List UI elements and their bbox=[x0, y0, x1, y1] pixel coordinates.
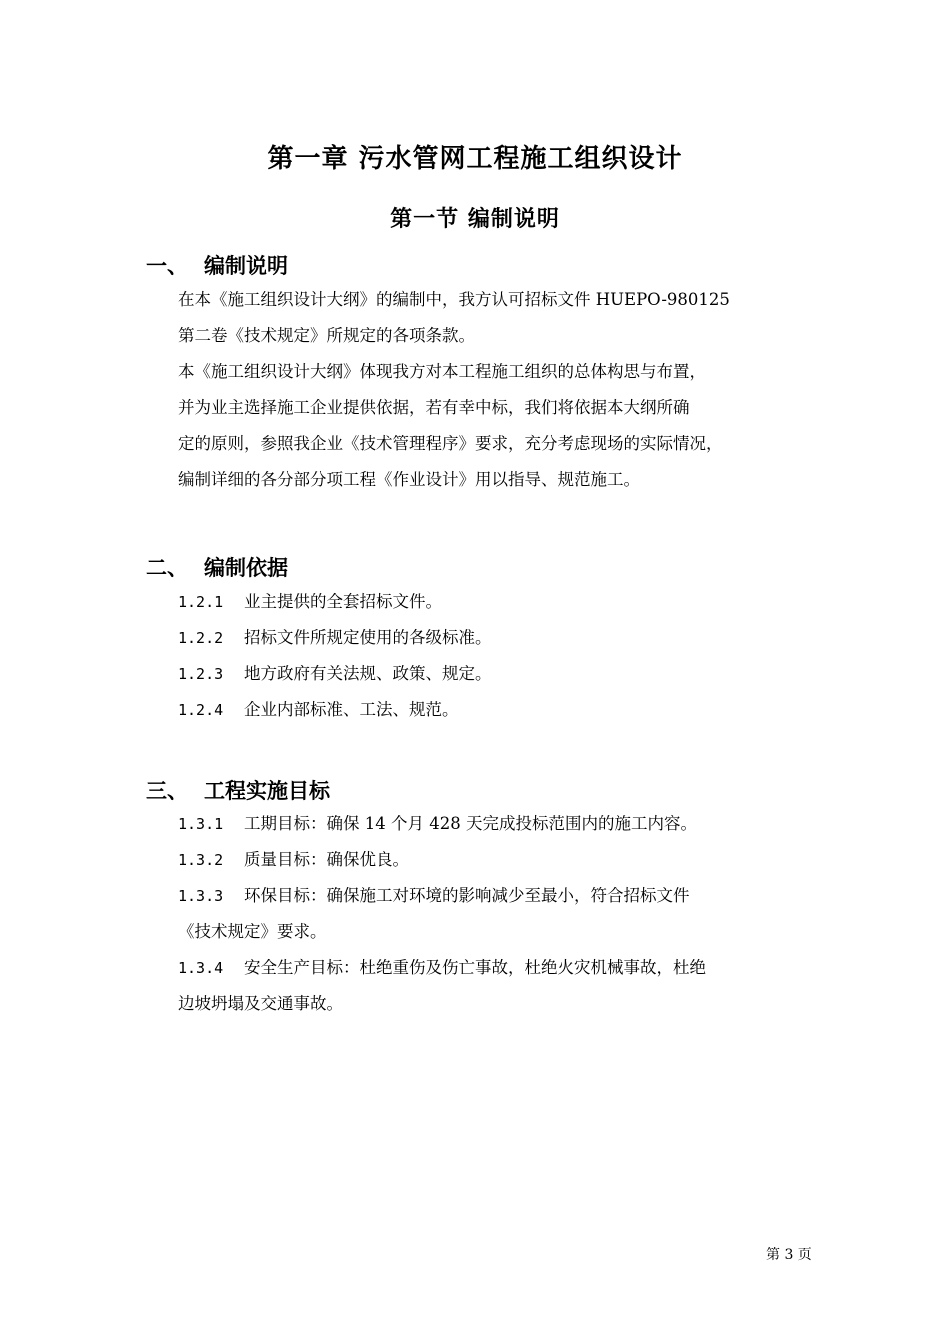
section-heading-1 bbox=[146, 250, 288, 280]
item-text: 质量目标：确保优良。 bbox=[244, 850, 409, 869]
paragraph-line: 第二卷《技术规定》所规定的各项条款。 bbox=[178, 326, 475, 345]
item-text: 环保目标：确保施工对环境的影响减少至最小，符合招标文件 bbox=[244, 886, 690, 905]
heading-text: 编制说明 bbox=[204, 254, 288, 278]
page-number: 第 3 页 bbox=[766, 1247, 812, 1263]
list-item-continuation: 边坡坍塌及交通事故。 bbox=[178, 994, 343, 1013]
item-code: 1.2.2 bbox=[178, 629, 224, 647]
item-code: 1.2.4 bbox=[178, 701, 224, 719]
list-item-continuation: 《技术规定》要求。 bbox=[178, 922, 327, 941]
item-text: 工期目标：确保 14 个月 428 天完成投标范围内的施工内容。 bbox=[244, 814, 697, 833]
item-code: 1.3.3 bbox=[178, 887, 224, 905]
heading-text: 工程实施目标 bbox=[204, 779, 330, 803]
heading-number: 二、 bbox=[146, 556, 188, 580]
list-item bbox=[178, 878, 690, 914]
item-text: 安全生产目标：杜绝重伤及伤亡事故，杜绝火灾机械事故，杜绝 bbox=[244, 958, 706, 977]
paragraph-line: 并为业主选择施工企业提供依据，若有幸中标，我们将依据本大纲所确 bbox=[178, 398, 690, 417]
paragraph-line: 本《施工组织设计大纲》体现我方对本工程施工组织的总体构思与布置， bbox=[178, 362, 706, 381]
item-code: 1.2.3 bbox=[178, 665, 224, 683]
list-item bbox=[178, 692, 459, 728]
heading-text: 编制依据 bbox=[204, 556, 288, 580]
heading-number: 三、 bbox=[146, 779, 188, 803]
heading-number: 一、 bbox=[146, 254, 188, 278]
paragraph-line: 在本《施工组织设计大纲》的编制中，我方认可招标文件 HUEPO-980125 bbox=[178, 290, 730, 309]
section-heading-3 bbox=[146, 775, 330, 805]
item-code: 1.3.1 bbox=[178, 815, 224, 833]
item-text: 地方政府有关法规、政策、规定。 bbox=[244, 664, 492, 683]
item-code: 1.3.2 bbox=[178, 851, 224, 869]
list-item bbox=[178, 656, 492, 692]
item-text: 企业内部标准、工法、规范。 bbox=[244, 700, 459, 719]
item-code: 1.3.4 bbox=[178, 959, 224, 977]
item-text: 招标文件所规定使用的各级标准。 bbox=[244, 628, 492, 647]
list-item bbox=[178, 806, 697, 842]
section-1-body bbox=[178, 282, 778, 498]
chapter-title: 第一章 污水管网工程施工组织设计 bbox=[267, 144, 683, 174]
paragraph-line: 编制详细的各分部分项工程《作业设计》用以指导、规范施工。 bbox=[178, 470, 640, 489]
list-item bbox=[178, 950, 706, 986]
list-item bbox=[178, 842, 409, 878]
section-title: 第一节 编制说明 bbox=[390, 207, 560, 232]
section-heading-2 bbox=[146, 552, 288, 582]
paragraph-line: 定的原则，参照我企业《技术管理程序》要求，充分考虑现场的实际情况， bbox=[178, 434, 723, 453]
list-item bbox=[178, 620, 492, 656]
item-text: 业主提供的全套招标文件。 bbox=[244, 592, 442, 611]
item-code: 1.2.1 bbox=[178, 593, 224, 611]
list-item bbox=[178, 584, 442, 620]
